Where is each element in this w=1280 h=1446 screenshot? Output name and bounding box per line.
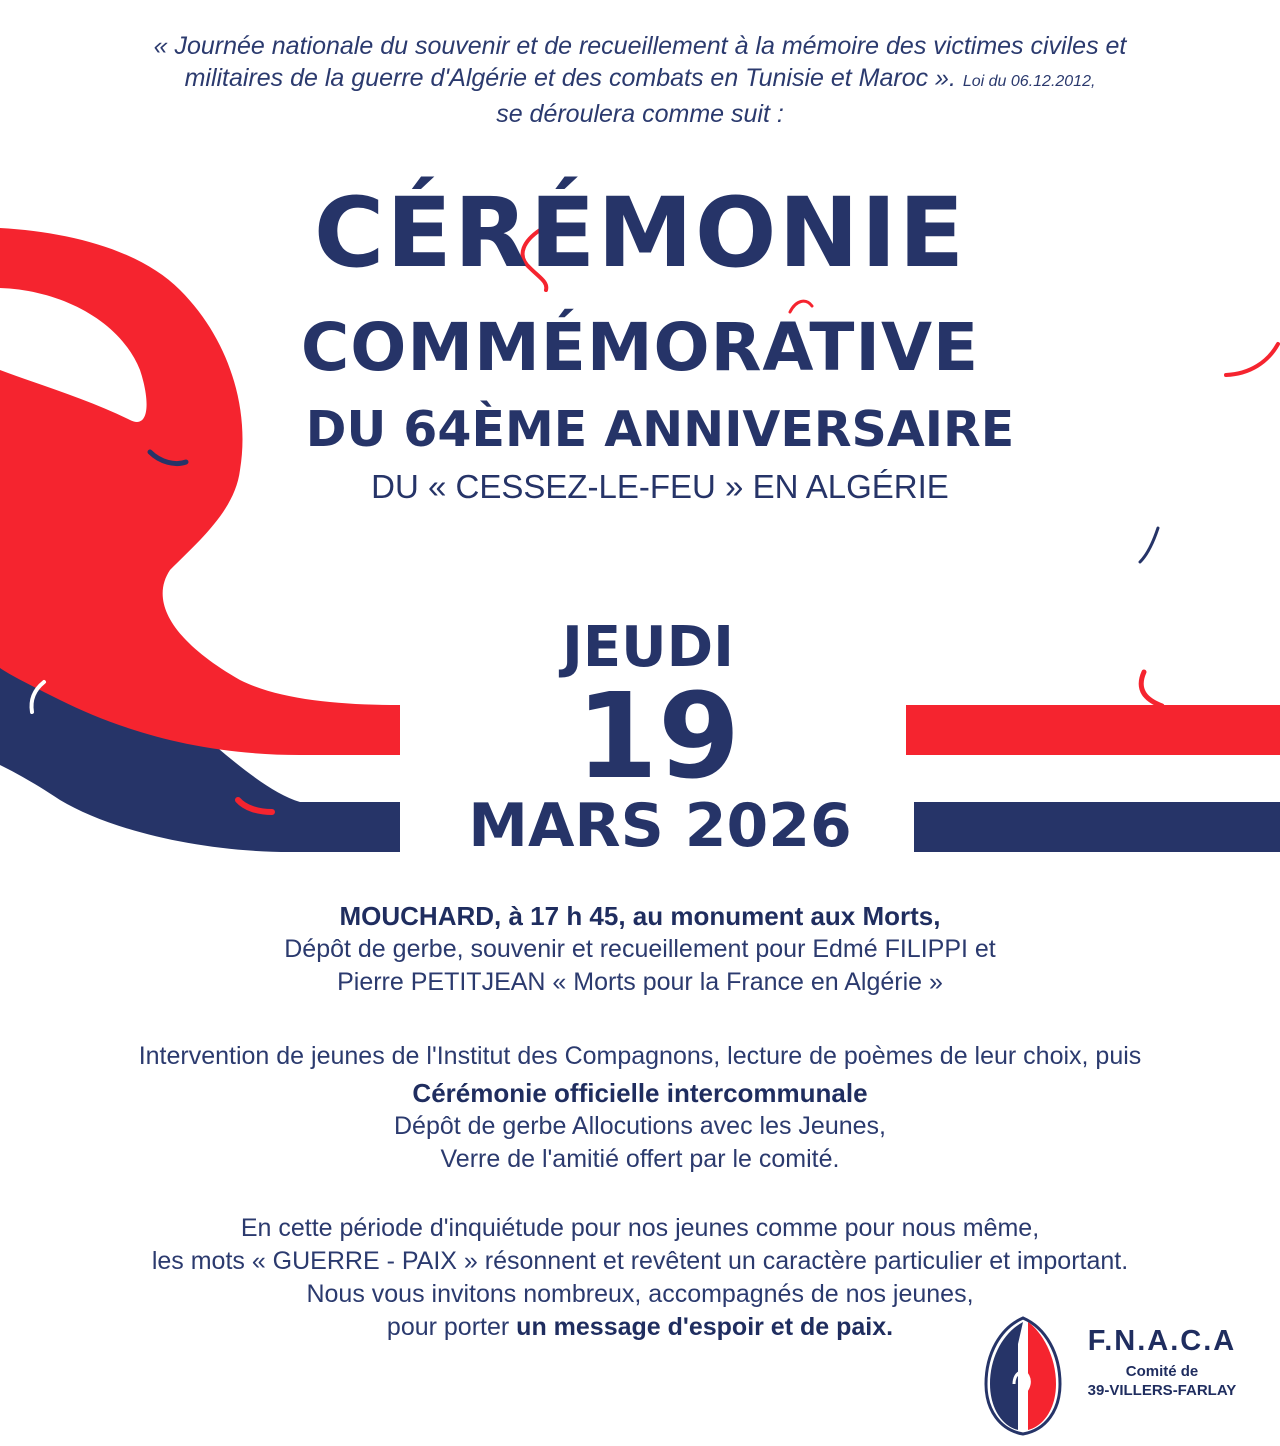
- organizer-committee: Comité de: [1125, 1363, 1199, 1380]
- program-mouchard: [0, 900, 1280, 999]
- program-tribute-line-2: Pierre PETITJEAN « Morts pour la France en Algérie »: [337, 968, 943, 996]
- fnaca-logo: [980, 1314, 1066, 1438]
- message-emphasis: un message d'espoir et de paix.: [516, 1313, 894, 1341]
- intro-text: [40, 30, 1240, 130]
- message-line-2: les mots « GUERRE - PAIX » résonnent et revêtent un caractère particulier et important.: [151, 1247, 1129, 1275]
- program-official-line-2: Verre de l'amitié offert par le comité.: [440, 1145, 840, 1173]
- intro-line-2: militaires de la guerre d'Algérie et des combats en Tunisie et Maroc ». Loi du 06.12.2012,: [184, 64, 1096, 92]
- program-tribute-line-1: Dépôt de gerbe, souvenir et recueillement pour Edmé FILIPPI et: [284, 935, 996, 963]
- intro-line-3: se déroulera comme suit :: [496, 100, 784, 128]
- program-intervention: Intervention de jeunes de l'Institut des Compagnons, lecture de poèmes de leur choix, puis: [138, 1042, 1142, 1070]
- title-ceremonie: CÉRÉMONIE: [313, 177, 967, 289]
- title-commemorative: COMMÉMORATIVE: [300, 309, 980, 386]
- law-reference: Loi du 06.12.2012,: [962, 73, 1096, 90]
- date-day: 19: [575, 667, 741, 805]
- date-weekday: JEUDI: [562, 615, 734, 680]
- program-place-time: MOUCHARD, à 17 h 45, au monument aux Morts,: [339, 901, 941, 931]
- organizer-location: 39-VILLERS-FARLAY: [1087, 1382, 1237, 1399]
- title-anniversary: DU 64ÈME ANNIVERSAIRE: [305, 401, 1015, 458]
- confetti-7: [1140, 528, 1158, 562]
- organizer-name: F.N.A.C.A: [1087, 1325, 1237, 1357]
- intro-line-1: « Journée nationale du souvenir et de recueillement à la mémoire des victimes civiles et: [153, 32, 1127, 60]
- program-official-title: Cérémonie officielle intercommunale: [412, 1078, 868, 1108]
- message-line-1: En cette période d'inquiétude pour nos jeunes comme pour nous même,: [240, 1214, 1040, 1242]
- program-official: [0, 1040, 1280, 1176]
- message-line-3: Nous vous invitons nombreux, accompagnés de nos jeunes,: [306, 1280, 974, 1308]
- title-cease-fire: DU « CESSEZ-LE-FEU » EN ALGÉRIE: [371, 468, 949, 505]
- organizer-block: [1072, 1324, 1252, 1400]
- message-line-4: pour porter un message d'espoir et de paix.: [386, 1313, 894, 1341]
- program-official-line-1: Dépôt de gerbe Allocutions avec les Jeunes,: [394, 1112, 886, 1140]
- date-month-year: MARS 2026: [468, 791, 852, 861]
